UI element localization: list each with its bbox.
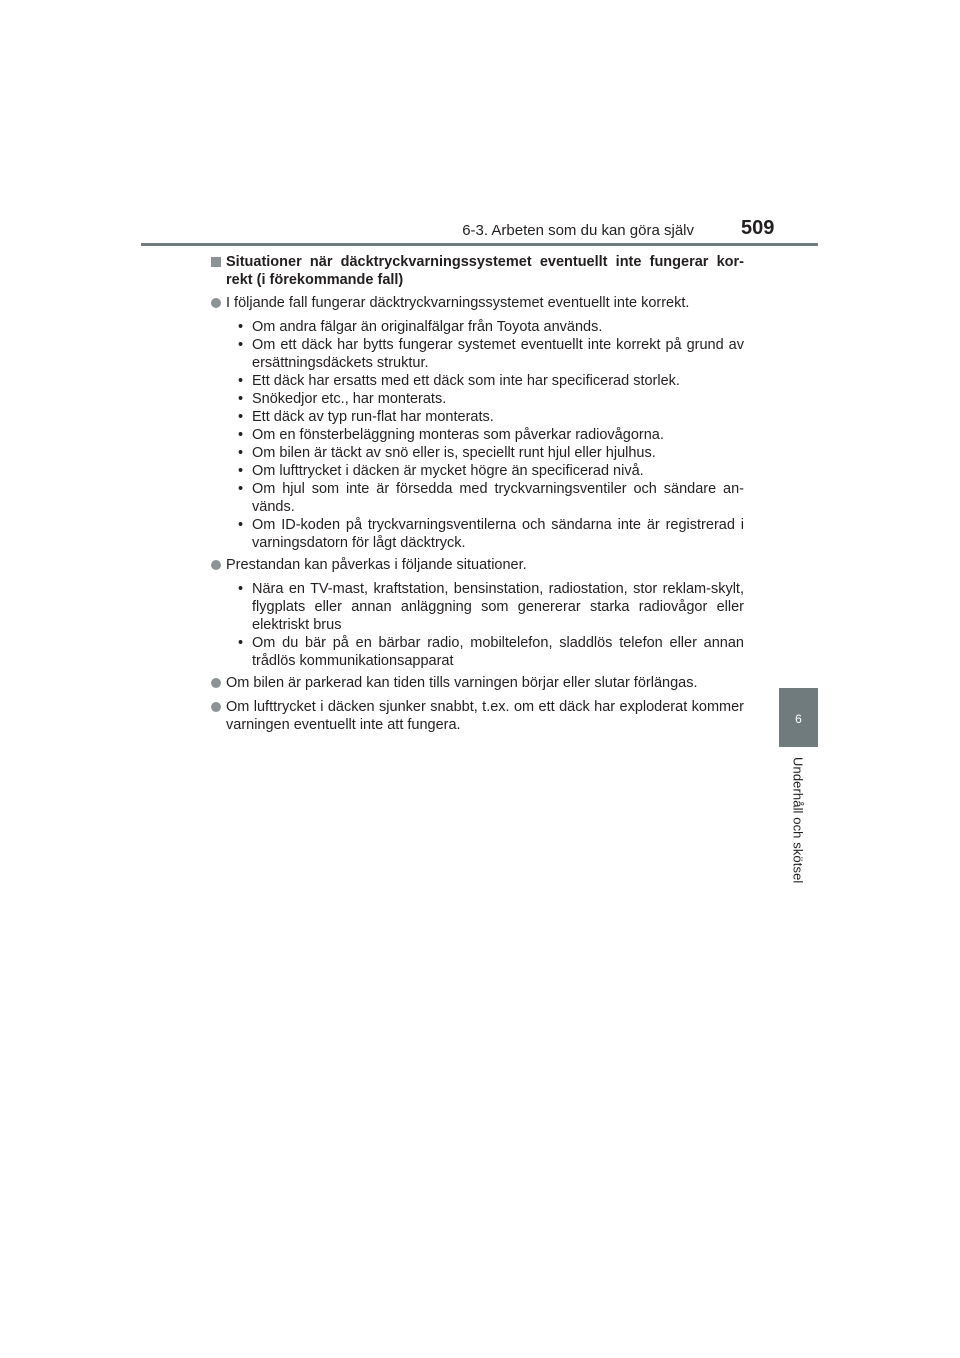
list-item: • Om du bär på en bärbar radio, mobiltelefon, sladdlös telefon eller annan trådlös kommunikationsapparat [238, 634, 744, 670]
bullet-text: Prestandan kan påverkas i följande situationer. [226, 557, 527, 573]
chapter-tab-label: Underhåll och skötsel [790, 757, 806, 884]
header-rule [141, 243, 818, 246]
list-item: • Ett däck har ersatts med ett däck som inte har specificerad storlek. [238, 372, 744, 390]
running-header-section: 6-3. Arbeten som du kan göra själv [462, 222, 694, 239]
list-item: • Om andra fälgar än originalfälgar från Toyota används. [238, 318, 744, 336]
page-number: 509 [741, 217, 775, 239]
list-item: • Om en fönsterbeläggning monteras som påverkar radiovågorna. [238, 426, 744, 444]
bullet-text: Om lufttrycket i däcken sjunker snabbt, t.ex. om ett däck har exploderat kommer varningen eventuellt inte att fungera. [226, 699, 744, 733]
sub-list [211, 580, 744, 670]
list-item: • Om lufttrycket i däcken är mycket högre än specificerad nivå. [238, 462, 744, 480]
bullet-item [211, 556, 744, 574]
list-item: • Snökedjor etc., har monterats. [238, 390, 744, 408]
bullet-text: I följande fall fungerar däcktryckvarningssystemet eventuellt inte korrekt. [226, 295, 690, 311]
circle-bullet-icon [211, 560, 221, 570]
list-item: • Om ID-koden på tryckvarningsventilerna och sändarna inte är registrerad i varningsdatorn för lågt däcktryck. [238, 516, 744, 552]
sub-list [211, 318, 744, 552]
list-item: • Om ett däck har bytts fungerar systemet eventuellt inte korrekt på grund av ersättningsdäckets struktur. [238, 336, 744, 372]
bullet-text: Om bilen är parkerad kan tiden tills varningen börjar eller slutar förlängas. [226, 675, 698, 691]
section-heading [211, 253, 744, 289]
list-item: • Nära en TV-mast, kraftstation, bensinstation, radiostation, stor reklam-skylt, flygplats eller annan anläggning som genererar starka radiovågor eller elektriskt brus [238, 580, 744, 634]
section-heading-text: Situationer när däcktryckvarningssystemet eventuellt inte fungerar kor-rekt (i förekommande fall) [226, 254, 744, 288]
bullet-item [211, 698, 744, 734]
bullet-item [211, 674, 744, 692]
circle-bullet-icon [211, 702, 221, 712]
list-item: • Om hjul som inte är försedda med tryckvarningsventiler och sändare an-vänds. [238, 480, 744, 516]
page-content [211, 253, 744, 740]
chapter-tab-number: 6 [795, 712, 802, 726]
circle-bullet-icon [211, 678, 221, 688]
bullet-item [211, 294, 744, 312]
circle-bullet-icon [211, 298, 221, 308]
list-item: • Ett däck av typ run-flat har monterats. [238, 408, 744, 426]
square-bullet-icon [211, 257, 221, 267]
list-item: • Om bilen är täckt av snö eller is, speciellt runt hjul eller hjulhus. [238, 444, 744, 462]
